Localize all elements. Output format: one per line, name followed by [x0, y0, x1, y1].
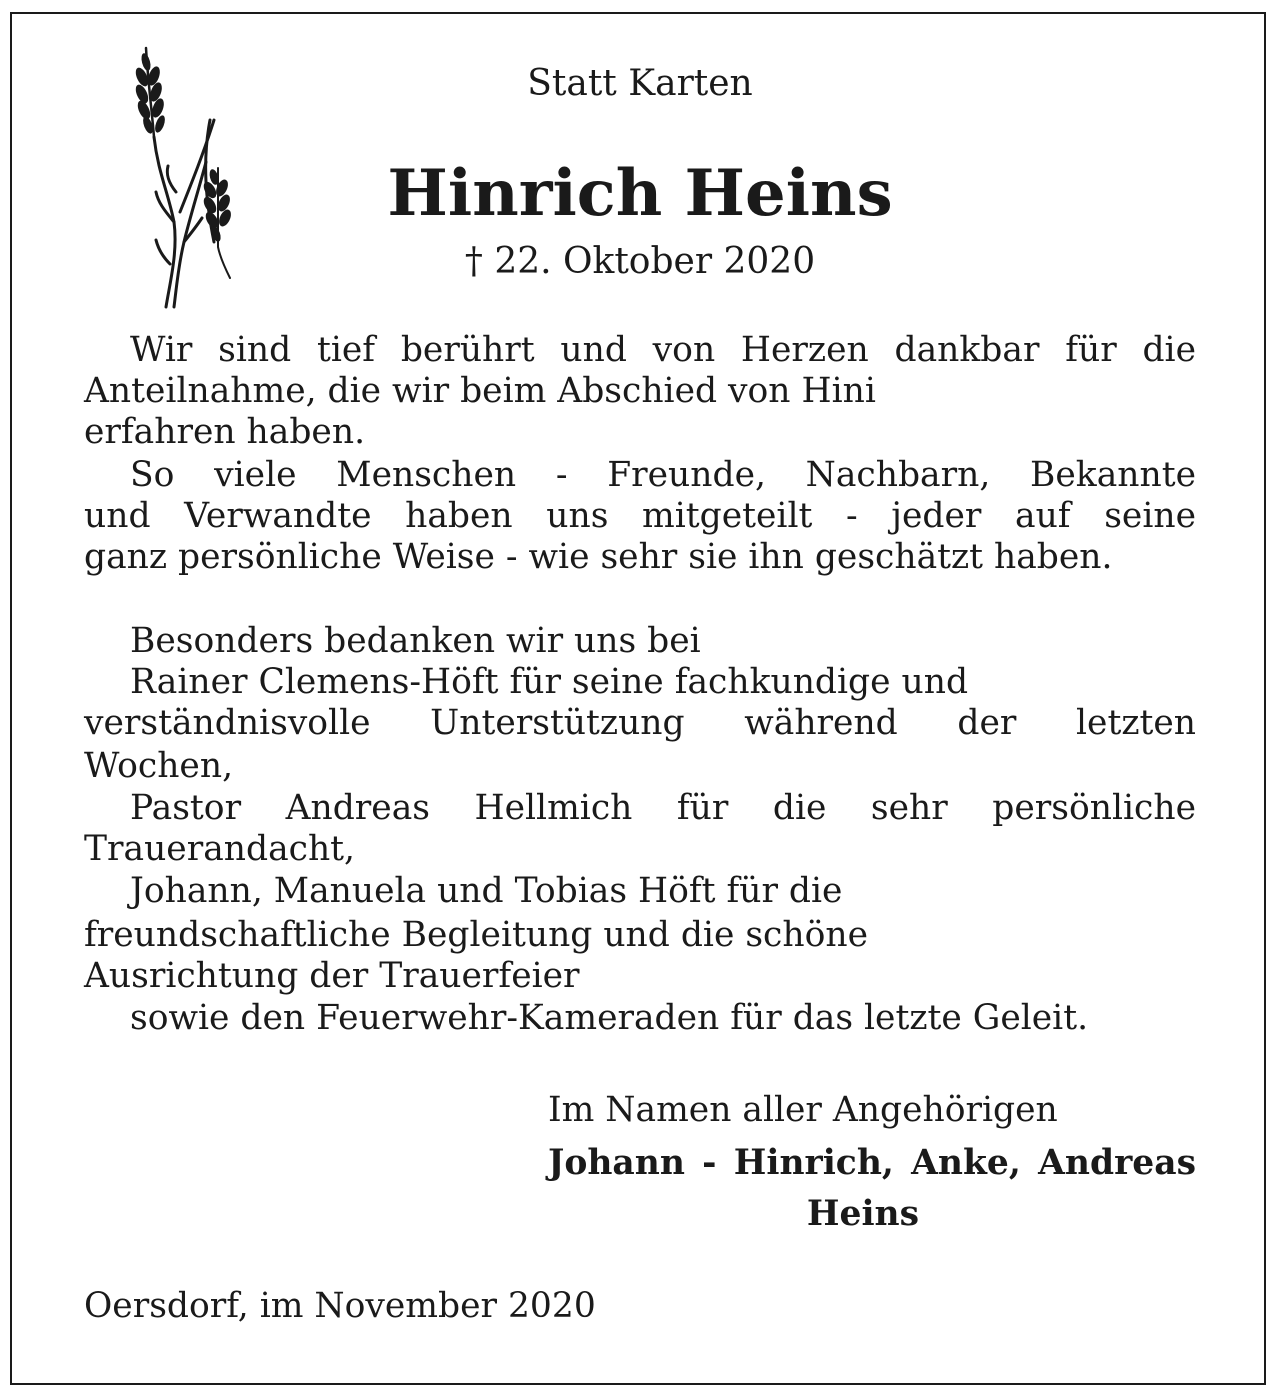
death-date: † 22. Oktober 2020 — [464, 241, 816, 282]
paragraph-line: Trauerandacht, — [84, 829, 356, 869]
paragraph-line: So viele Menschen - Freunde, Nachbarn, Bekannte — [130, 455, 1196, 495]
paragraph-line: Besonders bedanken wir uns bei — [130, 621, 701, 661]
paragraph-line: sowie den Feuerwehr-Kameraden für das letzte Geleit. — [130, 998, 1089, 1038]
place-and-date: Oersdorf, im November 2020 — [84, 1286, 596, 1326]
paragraph-line: Wochen, — [84, 746, 234, 786]
signature-names: Johann - Hinrich, Anke, Andreas — [548, 1143, 1196, 1183]
paragraph-line: Ausrichtung der Trauerfeier — [84, 956, 580, 996]
signature-intro: Im Namen aller Angehörigen — [548, 1090, 1058, 1130]
kicker-statt-karten: Statt Karten — [527, 63, 753, 104]
paragraph-line: und Verwandte haben uns mitgeteilt - jeder auf seine — [84, 496, 1196, 536]
paragraph-line: freundschaftliche Begleitung und die schöne — [84, 915, 868, 955]
deceased-name: Hinrich Heins — [387, 156, 893, 231]
signature-surname: Heins — [806, 1194, 920, 1234]
paragraph-line: Rainer Clemens-Höft für seine fachkundige und — [130, 662, 969, 702]
paragraph-line: ganz persönliche Weise - wie sehr sie ihn geschätzt haben. — [84, 537, 1113, 577]
paragraph-line: Wir sind tief berührt und von Herzen dankbar für die — [130, 330, 1196, 370]
paragraph-line: erfahren haben. — [84, 412, 366, 452]
paragraph-line: Anteilnahme, die wir beim Abschied von Hini — [84, 371, 876, 411]
paragraph-line: Pastor Andreas Hellmich für die sehr persönliche — [130, 788, 1196, 828]
paragraph-line: verständnisvolle Unterstützung während der letzten — [84, 703, 1196, 743]
paragraph-line: Johann, Manuela und Tobias Höft für die — [130, 871, 843, 911]
